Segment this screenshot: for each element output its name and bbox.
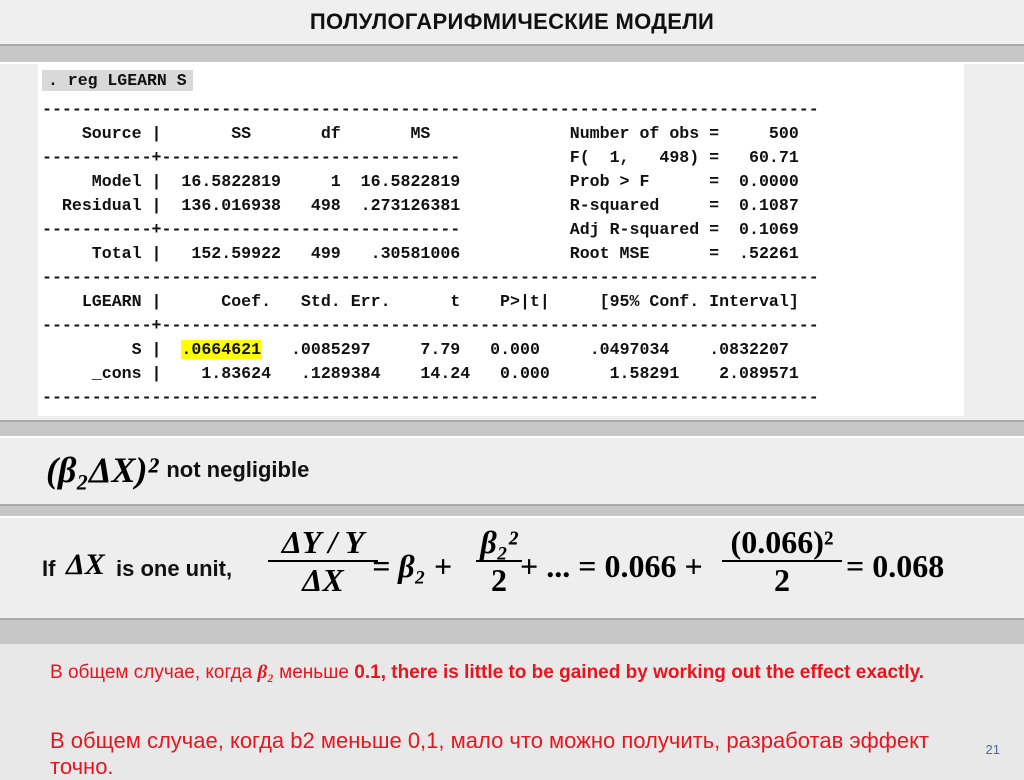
lhs-fraction [268,524,378,598]
slide-title-bar [0,0,1024,46]
negligible-text: not negligible [166,457,310,482]
highlighted-coefficient: .0664621 [181,340,262,359]
beta-squared-fraction [476,524,522,598]
note-middle: меньше [279,662,349,683]
beta-squared-numerator: β₂² [480,524,518,560]
separator-band [0,620,1024,644]
negligible-statement [46,448,309,492]
result-value: = 0.068 [846,548,945,584]
value-squared-fraction [722,524,842,598]
delta-x-symbol: ΔX [66,548,105,581]
approximation-equation [42,520,1002,612]
stata-command: . reg LGEARN S [42,70,193,91]
separator-band [0,46,1024,62]
value-squared-denominator: 2 [774,562,790,598]
beta-dx-squared: (β₂ΔX)² [46,450,159,490]
value-squared-numerator: (0.066)² [730,524,834,560]
note-prefix: В общем случае, когда [50,662,253,683]
page-number: 21 [985,742,1000,757]
note-bold-text: 0.1, there is little to be gained by working out the effect exactly. [354,662,925,683]
lhs-numerator: ΔY / Y [281,524,365,560]
beta-squared-denominator: 2 [491,562,507,598]
regression-panel [0,62,1024,422]
separator-band [0,506,1024,516]
stata-output [42,98,819,410]
translation-note: В общем случае, когда b2 меньше 0,1, мало что можно получить, разработав эффект точно. [50,728,930,779]
output-after: .0085297 7.79 0.000 .0497034 .0832207 _cons | 1.83624 .1289384 14.24 0.000 1.58291 2.089571 ------------------------------------------------------------------------------ [42,340,819,407]
unit-label: is one unit, [116,556,233,581]
slide-title: ПОЛУЛОГАРИФМИЧЕСКИЕ МОДЕЛИ [309,9,715,34]
output-before: ------------------------------------------------------------------------------ Source | SS df MS Number of obs = 500 -----------+------------------------------ F( 1, 498) = 60.71 Model | 16.5822819 1 16.5822819 Prob > F = 0.0000 Residual | 136.016938 498 .273126381 R-squared = 0.1087 -----------+------------------------------ Adj R-squared = 0.1069 Total | 152.59922 499 .30581006 Root MSE = .52261 ------------------------------------------------------------------------------ LGEARN | Coef. Std. Err. t P>|t| [95% Conf. Interval] -----------+------------------------------------------------------------------ S | [42,100,819,359]
note-beta2: β₂ [257,662,274,683]
rule-of-thumb-note [50,660,970,686]
lhs-denominator: ΔX [302,562,344,598]
separator-band [0,422,1024,436]
stata-output-box [38,64,964,416]
series-and-value: + ... = 0.066 + [520,548,703,584]
if-label: If [42,556,56,581]
equals-beta2: = β₂ + [372,548,453,584]
